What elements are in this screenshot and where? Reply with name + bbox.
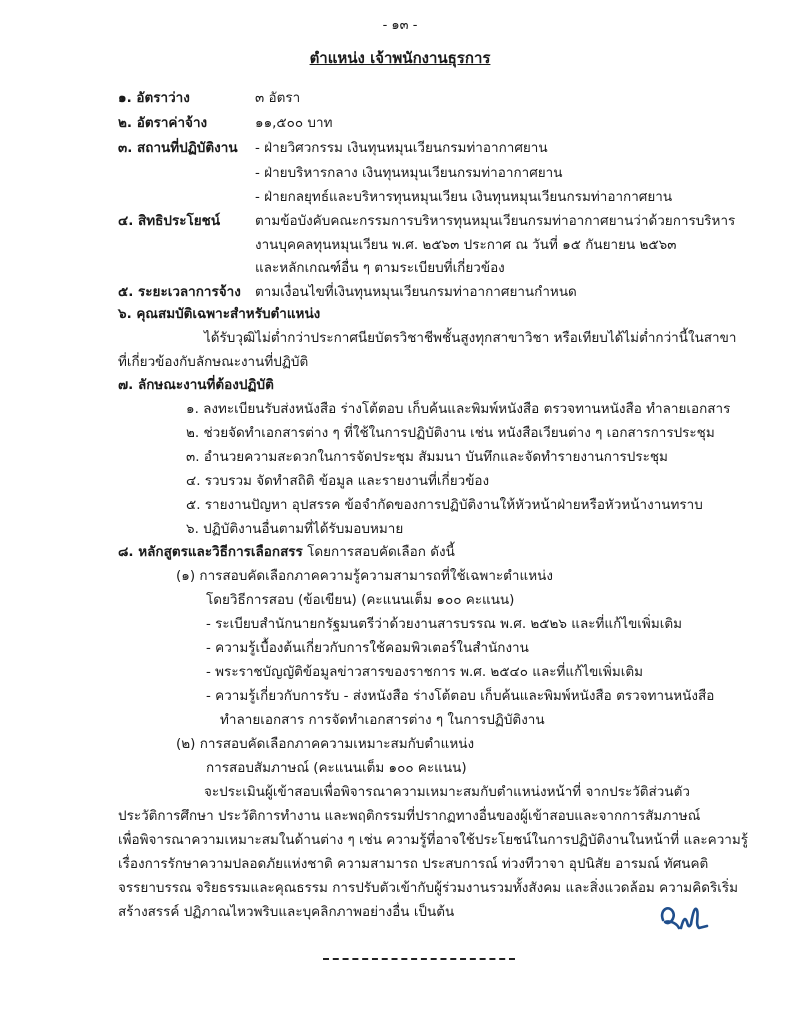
section-3-value: - ฝ่ายวิศวกรรม เงินทุนหมุนเวียนกรมท่าอากาศยาน [255,140,548,156]
duty-item: ๖. ปฏิบัติงานอื่นตามที่ได้รับมอบหมาย [186,521,404,537]
section-3-value: - ฝ่ายบริหารกลาง เงินทุนหมุนเวียนกรมท่าอากาศยาน [255,165,563,181]
interview-paragraph-line: เพื่อพิจารณาความเหมาะสมในด้านต่าง ๆ เช่น ความรู้ที่อาจใช้ประโยชน์ในการปฏิบัติงานในหน้าที่ และความรู้ [118,832,749,848]
section-7-label: ๗. ลักษณะงานที่ต้องปฏิบัติ [118,377,274,393]
exam-topic: - ระเบียบสำนักนายกรัฐมนตรีว่าด้วยงานสารบรรณ พ.ศ. ๒๕๒๖ และที่แก้ไขเพิ่มเติม [206,616,682,632]
interview-paragraph-line: ประวัติการศึกษา ประวัติการทำงาน และพฤติกรรมที่ปรากฏทางอื่นของผู้เข้าสอบและจากการสัมภาษณ์ [118,808,701,824]
section-1-value: ๓ อัตรา [255,90,301,106]
interview-paragraph-line: สร้างสรรค์ ปฏิภาณไหวพริบและบุคลิกภาพอย่างอื่น เป็นต้น [118,904,455,920]
section-4-line: และหลักเกณฑ์อื่น ๆ ตามระเบียบที่เกี่ยวข้อง [255,260,505,276]
section-3-value: - ฝ่ายกลยุทธ์และบริหารทุนหมุนเวียน เงินทุนหมุนเวียนกรมท่าอากาศยาน [255,189,673,205]
duty-item: ๒. ช่วยจัดทำเอกสารต่าง ๆ ที่ใช้ในการปฏิบัติงาน เช่น หนังสือเวียนต่าง ๆ เอกสารการประชุม [186,425,715,441]
section-4-line: งานบุคคลทุนหมุนเวียน พ.ศ. ๒๕๖๓ ประกาศ ณ วันที่ ๑๕ กันยายน ๒๕๖๓ [255,237,677,253]
section-2-value: ๑๑,๕๐๐ บาท [255,115,333,131]
exam-topic-continuation: ทำลายเอกสาร การจัดทำเอกสารต่าง ๆ ในการปฏิบัติงาน [220,712,545,728]
section-2-label: ๒. อัตราค่าจ้าง [118,115,208,131]
section-5-value: ตามเงื่อนไขที่เงินทุนหมุนเวียนกรมท่าอากาศยานกำหนด [255,284,577,300]
exam-part-1-heading: (๑) การสอบคัดเลือกภาคความรู้ความสามารถที่ใช้เฉพาะตำแหน่ง [176,568,553,584]
section-6-line: ที่เกี่ยวข้องกับลักษณะงานที่ปฏิบัติ [118,354,309,370]
page-number: - ๑๓ - [382,18,418,33]
section-4-line: ตามข้อบังคับคณะกรรมการบริหารทุนหมุนเวียนกรมท่าอากาศยานว่าด้วยการบริหาร [255,213,736,229]
end-of-page-divider [323,958,515,960]
signature-initials [655,898,715,938]
section-1-label: ๑. อัตราว่าง [118,90,190,106]
exam-part-2-method: การสอบสัมภาษณ์ (คะแนนเต็ม ๑๐๐ คะแนน) [206,760,467,776]
exam-topic: - ความรู้เบื้องต้นเกี่ยวกับการใช้คอมพิวเตอร์ในสำนักงาน [206,640,529,656]
section-6-label: ๖. คุณสมบัติเฉพาะสำหรับตำแหน่ง [118,306,321,322]
section-5-label: ๕. ระยะเวลาการจ้าง [118,284,241,300]
duty-item: ๕. รายงานปัญหา อุปสรรค ข้อจำกัดของการปฏิบัติงานให้หัวหน้าฝ่ายหรือหัวหน้างานทราบ [186,497,703,513]
duty-item: ๔. รวบรวม จัดทำสถิติ ข้อมูล และรายงานที่เกี่ยวข้อง [186,473,490,489]
duty-item: ๓. อำนวยความสะดวกในการจัดประชุม สัมมนา บันทึกและจัดทำรายงานการประชุม [186,449,668,465]
section-4-label: ๔. สิทธิประโยชน์ [118,213,221,229]
interview-paragraph-line: จะประเมินผู้เข้าสอบเพื่อพิจารณาความเหมาะสมกับตำแหน่งหน้าที่ จากประวัติส่วนตัว [204,784,690,800]
document-title: ตำแหน่ง เจ้าพนักงานธุรการ [309,49,491,67]
interview-paragraph-line: จรรยาบรรณ จริยธรรมและคุณธรรม การปรับตัวเข้ากับผู้ร่วมงานรวมทั้งสังคม และสิ่งแวดล้อม ความคิดริเริ่ม [118,880,739,896]
section-6-line: ได้รับวุฒิไม่ต่ำกว่าประกาศนียบัตรวิชาชีพชั้นสูงทุกสาขาวิชา หรือเทียบได้ไม่ต่ำกว่านี้ในสาขา [204,330,737,346]
duty-item: ๑. ลงทะเบียนรับส่งหนังสือ ร่างโต้ตอบ เก็บค้นและพิมพ์หนังสือ ตรวจทานหนังสือ ทำลายเอกสาร [186,401,731,417]
interview-paragraph-line: เรื่องการรักษาความปลอดภัยแห่งชาติ ความสามารถ ประสบการณ์ ท่วงทีวาจา อุปนิสัย อารมณ์ ทัศนคติ [118,856,709,872]
section-8-label-suffix: โดยการสอบคัดเลือก ดังนี้ [307,544,455,560]
exam-part-2-heading: (๒) การสอบคัดเลือกภาคความเหมาะสมกับตำแหน่ง [176,736,475,752]
section-8-label: ๘. หลักสูตรและวิธีการเลือกสรร [118,544,303,560]
exam-topic: - ความรู้เกี่ยวกับการรับ - ส่งหนังสือ ร่างโต้ตอบ เก็บค้นและพิมพ์หนังสือ ตรวจทานหนังสือ [206,688,715,704]
exam-topic: - พระราชบัญญัติข้อมูลข่าวสารของราชการ พ.ศ. ๒๕๔๐ และที่แก้ไขเพิ่มเติม [206,664,644,680]
section-3-label: ๓. สถานที่ปฏิบัติงาน [118,140,238,156]
exam-part-1-method: โดยวิธีการสอบ (ข้อเขียน) (คะแนนเต็ม ๑๐๐ คะแนน) [206,592,515,608]
section-8-heading [118,540,455,564]
